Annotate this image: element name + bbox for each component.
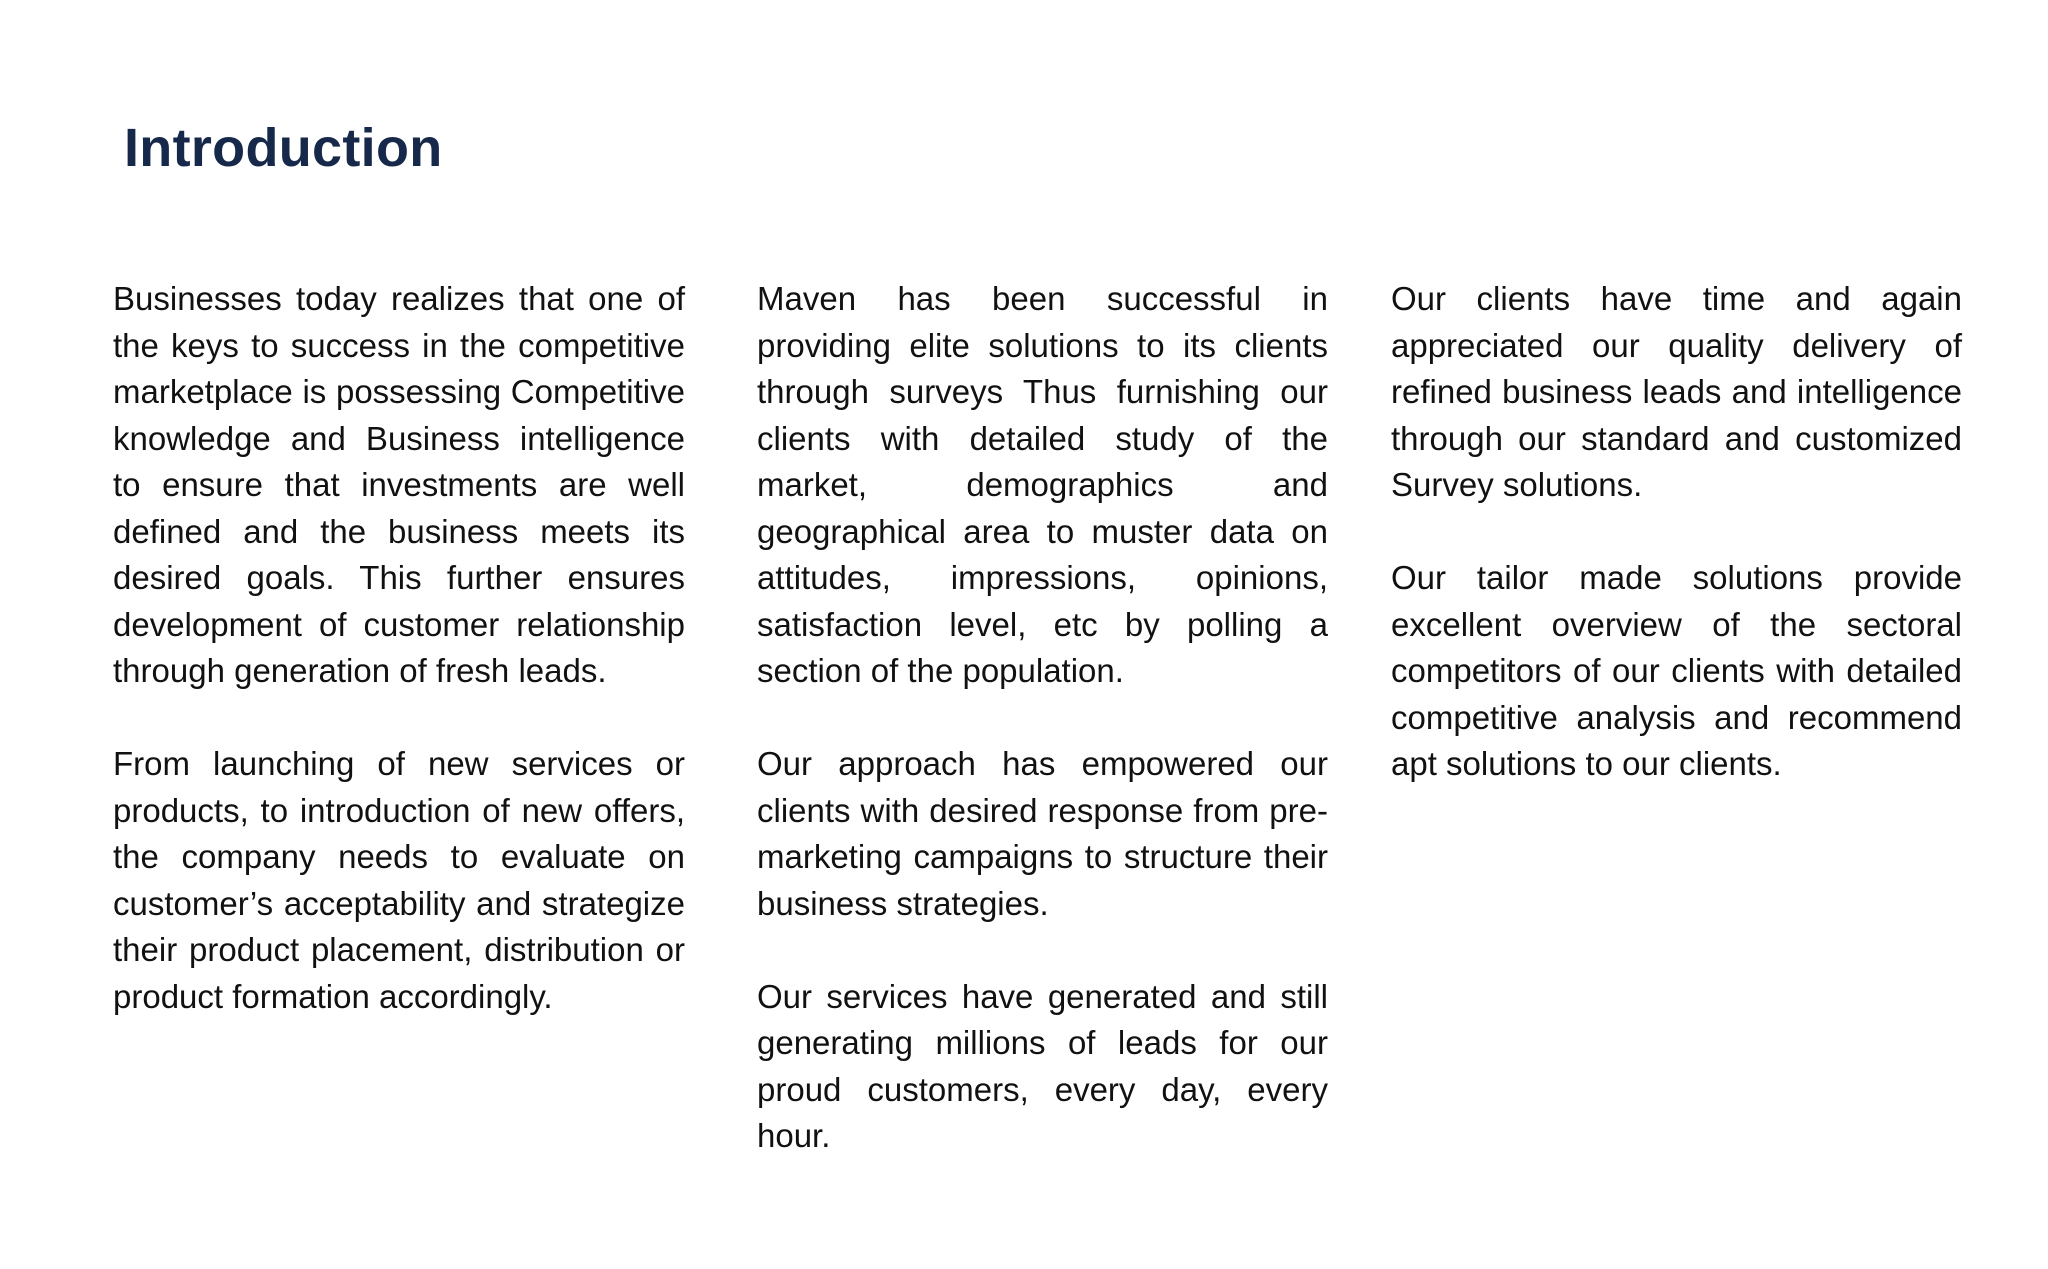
page-title: Introduction <box>124 118 443 178</box>
paragraph-new-services: From launching of new services or products, to introduction of new offers, the company needs to evaluate on customer’s acceptability and strategize their product placement, distribution or product formation accordingly. <box>113 745 685 1015</box>
paragraph-our-approach: Our approach has empowered our clients with desired response from pre-marketing campaigns to structure their business strategies. <box>757 745 1328 922</box>
text-column-3 <box>1391 276 1962 788</box>
paragraph-business-intelligence: Businesses today realizes that one of the keys to success in the competitive marketplace is possessing Competitive knowledge and Business intelligence to ensure that investments are well defined and the business meets its desired goals. This further ensures development of customer relationship through generation of fresh leads. <box>113 280 685 689</box>
text-column-1 <box>113 276 685 1020</box>
paragraph-tailor-made-solutions: Our tailor made solutions provide excellent overview of the sectoral competitors of our clients with detailed competitive analysis and recommend apt solutions to our clients. <box>1391 559 1962 782</box>
text-column-2 <box>757 276 1328 1160</box>
paragraph-our-services: Our services have generated and still generating millions of leads for our proud customers, every day, every hour. <box>757 977 1328 1154</box>
paragraph-our-clients: Our clients have time and again appreciated our quality delivery of refined business leads and intelligence through our standard and customized Survey solutions. <box>1391 280 1962 503</box>
paragraph-maven-surveys: Maven has been successful in providing elite solutions to its clients through surveys Thus furnishing our clients with detailed study of the market, demographics and geographical area to muster data on attitudes, impressions, opinions, satisfaction level, etc by polling a section of the population. <box>757 280 1328 689</box>
